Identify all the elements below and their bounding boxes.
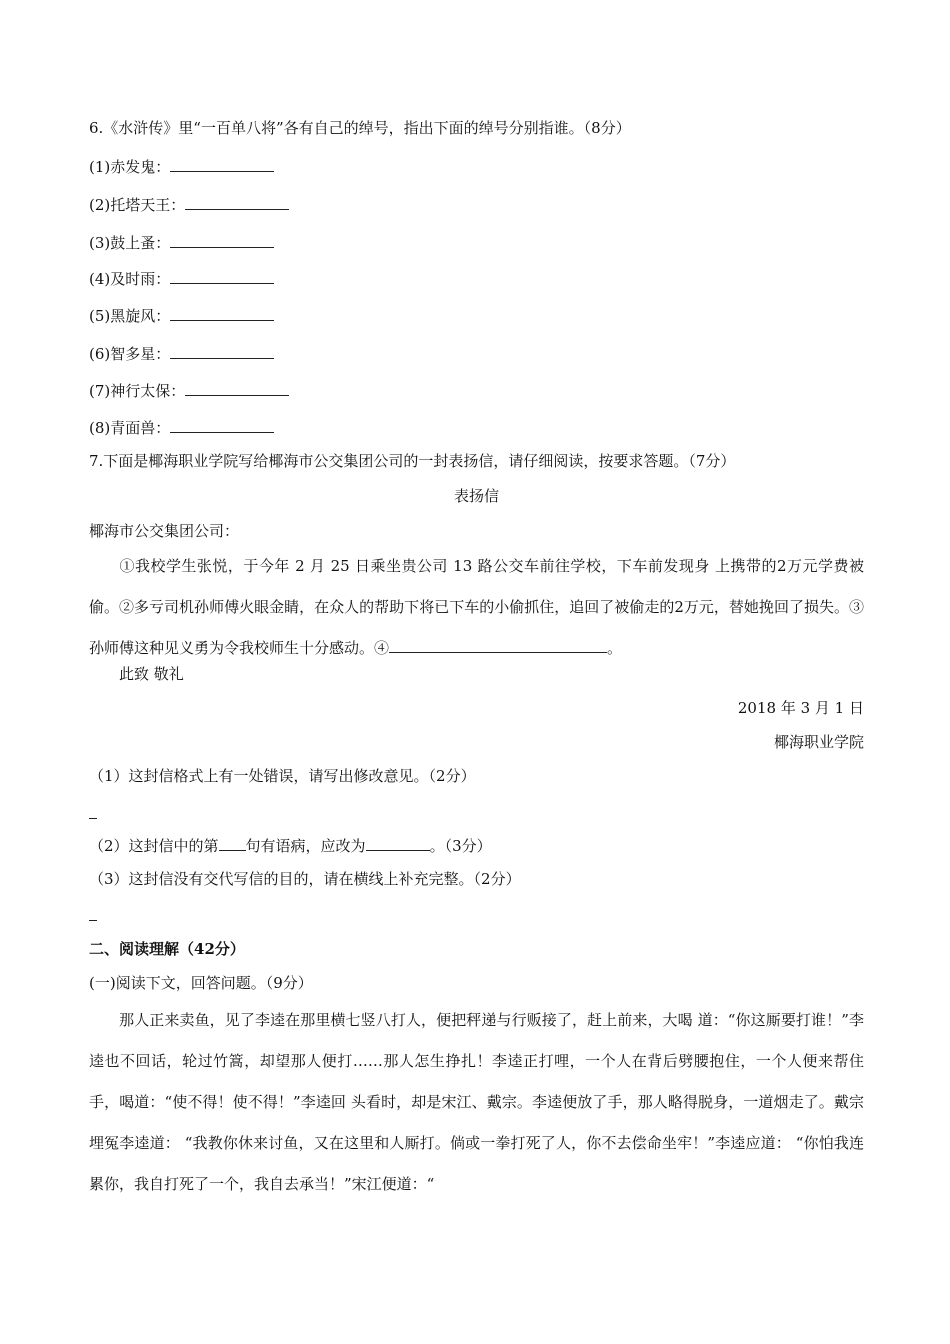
q6-item-1 — [89, 156, 274, 177]
q7-sub3: （3）这封信没有交代写信的目的，请在横线上补充完整。（2分） — [89, 870, 521, 888]
q6-item-label: (7)神行太保： — [89, 382, 186, 400]
q6-item-8 — [89, 417, 274, 438]
letter-salutation: 椰海市公交集团公司： — [89, 522, 240, 540]
letter-closing: 此致 敬礼 — [119, 665, 184, 683]
q6-item-label: (2)托塔天王： — [89, 196, 186, 214]
q7-sub2 — [89, 835, 492, 856]
q6-item-label: (4)及时雨： — [89, 270, 171, 288]
q6-item-label: (8)青面兽： — [89, 419, 171, 437]
letter-body — [89, 546, 864, 669]
answer-blank[interactable] — [170, 232, 274, 248]
letter-signature: 椰海职业学院 — [773, 733, 864, 751]
q6-item-label: (1)赤发鬼： — [89, 158, 171, 176]
answer-blank[interactable] — [366, 835, 430, 851]
q7-title: 7.下面是椰海职业学院写给椰海市公交集团公司的一封表扬信，请仔细阅读，按要求答题。（7分） — [89, 452, 736, 470]
q7-sub1: （1）这封信格式上有一处错误，请写出修改意见。（2分） — [89, 767, 476, 785]
q6-item-5 — [89, 305, 274, 326]
answer-blank[interactable] — [170, 305, 274, 321]
section2-title: 二、阅读理解（42分） — [89, 940, 245, 958]
answer-blank[interactable] — [185, 380, 289, 396]
answer-line[interactable] — [89, 920, 97, 921]
q6-item-4 — [89, 268, 274, 289]
reading-passage-text: 那人正来卖鱼，见了李逵在那里横七竖八打人，便把秤递与行贩接了，赶上前来，大喝 道：“你这厮要打谁！”李逵也不回话，轮过竹篙，却望那人便打……那人怎生挣扎！李逵正打哩，一个人在背后劈腰抱住，一个人便来帮住手，喝道：“使不得！使不得！”李逵回 头看时，却是宋江、戴宗。李逵便放了手，那人略得脱身，一道烟走了。戴宗埋冤李逵道： “我教你休来讨鱼，又在这里和人厮打。倘或一拳打死了人，你不去偿命坐牢！”李逵应道： “你怕我连累你，我自打死了一个，我自去承当！”宋江便道：“ — [89, 1011, 864, 1193]
q6-item-label: (6)智多星： — [89, 345, 171, 363]
q6-item-3 — [89, 232, 274, 253]
q6-item-7 — [89, 380, 289, 401]
answer-blank[interactable] — [170, 156, 274, 172]
q6-item-6 — [89, 343, 274, 364]
q7-sub2-part-c: 。（3分） — [429, 837, 492, 855]
answer-line[interactable] — [89, 818, 97, 819]
answer-blank[interactable] — [185, 194, 289, 210]
letter-body-end: 。 — [607, 639, 623, 657]
answer-blank[interactable] — [219, 835, 246, 851]
letter-body-text: ①我校学生张悦，于今年 2 月 25 日乘坐贵公司 13 路公交车前往学校，下车前发现身 上携带的2万元学费被偷。②多亏司机孙师傅火眼金睛，在众人的帮助下将已下车的小偷抓住，追回了被偷走的2万元，替她挽回了损失。③孙师傅这种见义勇为令我校师生十分感动。④ — [89, 557, 864, 657]
letter-title: 表扬信 — [453, 487, 499, 505]
q6-item-2 — [89, 194, 289, 215]
q6-item-label: (3)鼓上蚤： — [89, 234, 171, 252]
q6-item-label: (5)黑旋风： — [89, 307, 171, 325]
letter-date: 2018 年 3 月 1 日 — [737, 699, 864, 717]
q7-sub2-part-b: 句有语病，应改为 — [245, 837, 366, 855]
answer-blank[interactable] — [389, 637, 607, 653]
answer-blank[interactable] — [170, 343, 274, 359]
answer-blank[interactable] — [170, 268, 274, 284]
q6-title: 6.《水浒传》里“一百单八将”各有自己的绰号，指出下面的绰号分别指谁。（8分） — [89, 119, 631, 137]
q7-sub2-part-a: （2）这封信中的第 — [89, 837, 219, 855]
section2-part1: (一)阅读下文，回答问题。（9分） — [89, 974, 313, 992]
answer-blank[interactable] — [170, 417, 274, 433]
reading-passage — [89, 1000, 864, 1205]
